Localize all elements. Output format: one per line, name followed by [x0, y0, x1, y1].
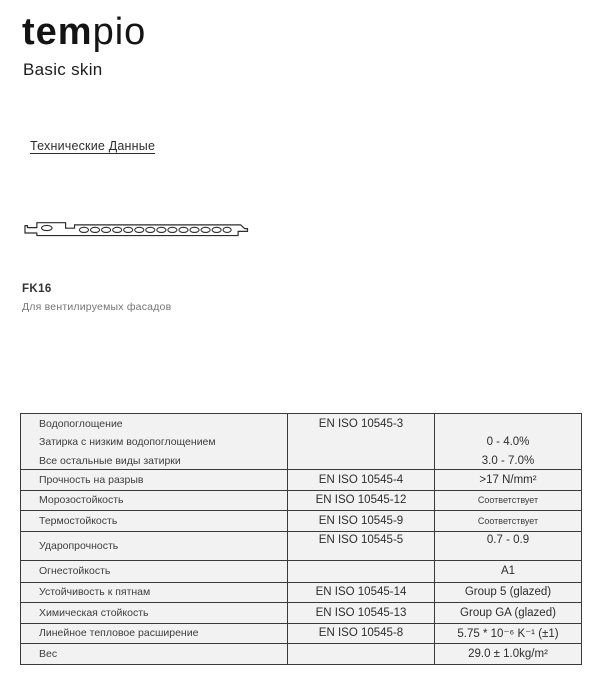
value-cell: >17 N/mm² — [479, 473, 537, 486]
table-row — [21, 603, 581, 624]
value-line — [506, 415, 509, 433]
brand-logo — [22, 10, 146, 54]
standard-cell — [288, 414, 435, 470]
value-cell: 29.0 ± 1.0kg/m² — [468, 647, 548, 660]
table-row — [21, 491, 581, 512]
table-row — [21, 511, 581, 532]
property-cell: Вес — [21, 644, 288, 664]
panel-profile-icon — [22, 214, 250, 246]
product-description: Для вентилируемых фасадов — [22, 301, 172, 313]
table-row — [21, 583, 581, 604]
value-cell: Соответствует — [477, 495, 539, 506]
property-cell — [21, 414, 288, 470]
table-row — [21, 470, 581, 491]
property-line: Все остальные виды затирки — [39, 454, 181, 467]
property-line: Водопоглощение — [39, 418, 123, 430]
standard-text: EN ISO 10545-3 — [318, 418, 404, 430]
table-row — [21, 532, 581, 561]
product-line-subtitle: Basic skin — [23, 60, 103, 79]
value-cell: 0.7 - 0.9 — [486, 533, 530, 546]
panel-cross-section-drawing — [22, 214, 250, 246]
value-cell: Соответствует — [477, 515, 539, 526]
property-cell: Морозостойкость — [21, 491, 288, 511]
table-row — [21, 644, 581, 664]
value-cell — [435, 414, 581, 470]
brand-logo-bold: tem — [22, 11, 93, 53]
value-line: 3.0 - 7.0% — [481, 454, 535, 467]
property-cell: Линейное тепловое расширение — [21, 624, 288, 644]
property-cell: Прочность на разрыв — [21, 470, 288, 490]
standard-cell: EN ISO 10545-14 — [288, 583, 435, 603]
section-title: Технические Данные — [30, 139, 156, 153]
value-cell: Group 5 (glazed) — [464, 586, 552, 599]
property-cell: Устойчивость к пятнам — [21, 583, 288, 603]
value-cell: 5.75 * 10⁻⁶ K⁻¹ (±1) — [457, 628, 559, 641]
standard-cell: EN ISO 10545-5 — [288, 532, 435, 560]
property-cell: Огнестойкость — [21, 561, 288, 582]
table-row — [21, 414, 581, 470]
property-cell: Ударопрочность — [21, 532, 288, 560]
standard-cell — [288, 644, 435, 664]
product-name: FK16 — [22, 283, 52, 295]
property-line: Затирка с низким водопоглощением — [39, 436, 216, 449]
standard-cell: EN ISO 10545-8 — [288, 624, 435, 644]
spec-table — [20, 413, 582, 665]
standard-cell: EN ISO 10545-12 — [288, 491, 435, 511]
value-cell: Group GA (glazed) — [460, 606, 556, 619]
property-cell: Термостойкость — [21, 511, 288, 531]
table-row — [21, 624, 581, 645]
value-cell: A1 — [500, 565, 516, 577]
standard-cell — [288, 561, 435, 582]
standard-cell: EN ISO 10545-9 — [288, 511, 435, 531]
value-line: 0 - 4.0% — [486, 436, 530, 449]
table-row — [21, 561, 581, 583]
brand-logo-light: pio — [92, 11, 147, 53]
property-cell: Химическая стойкость — [21, 603, 288, 623]
standard-cell: EN ISO 10545-13 — [288, 603, 435, 623]
standard-cell: EN ISO 10545-4 — [288, 470, 435, 490]
